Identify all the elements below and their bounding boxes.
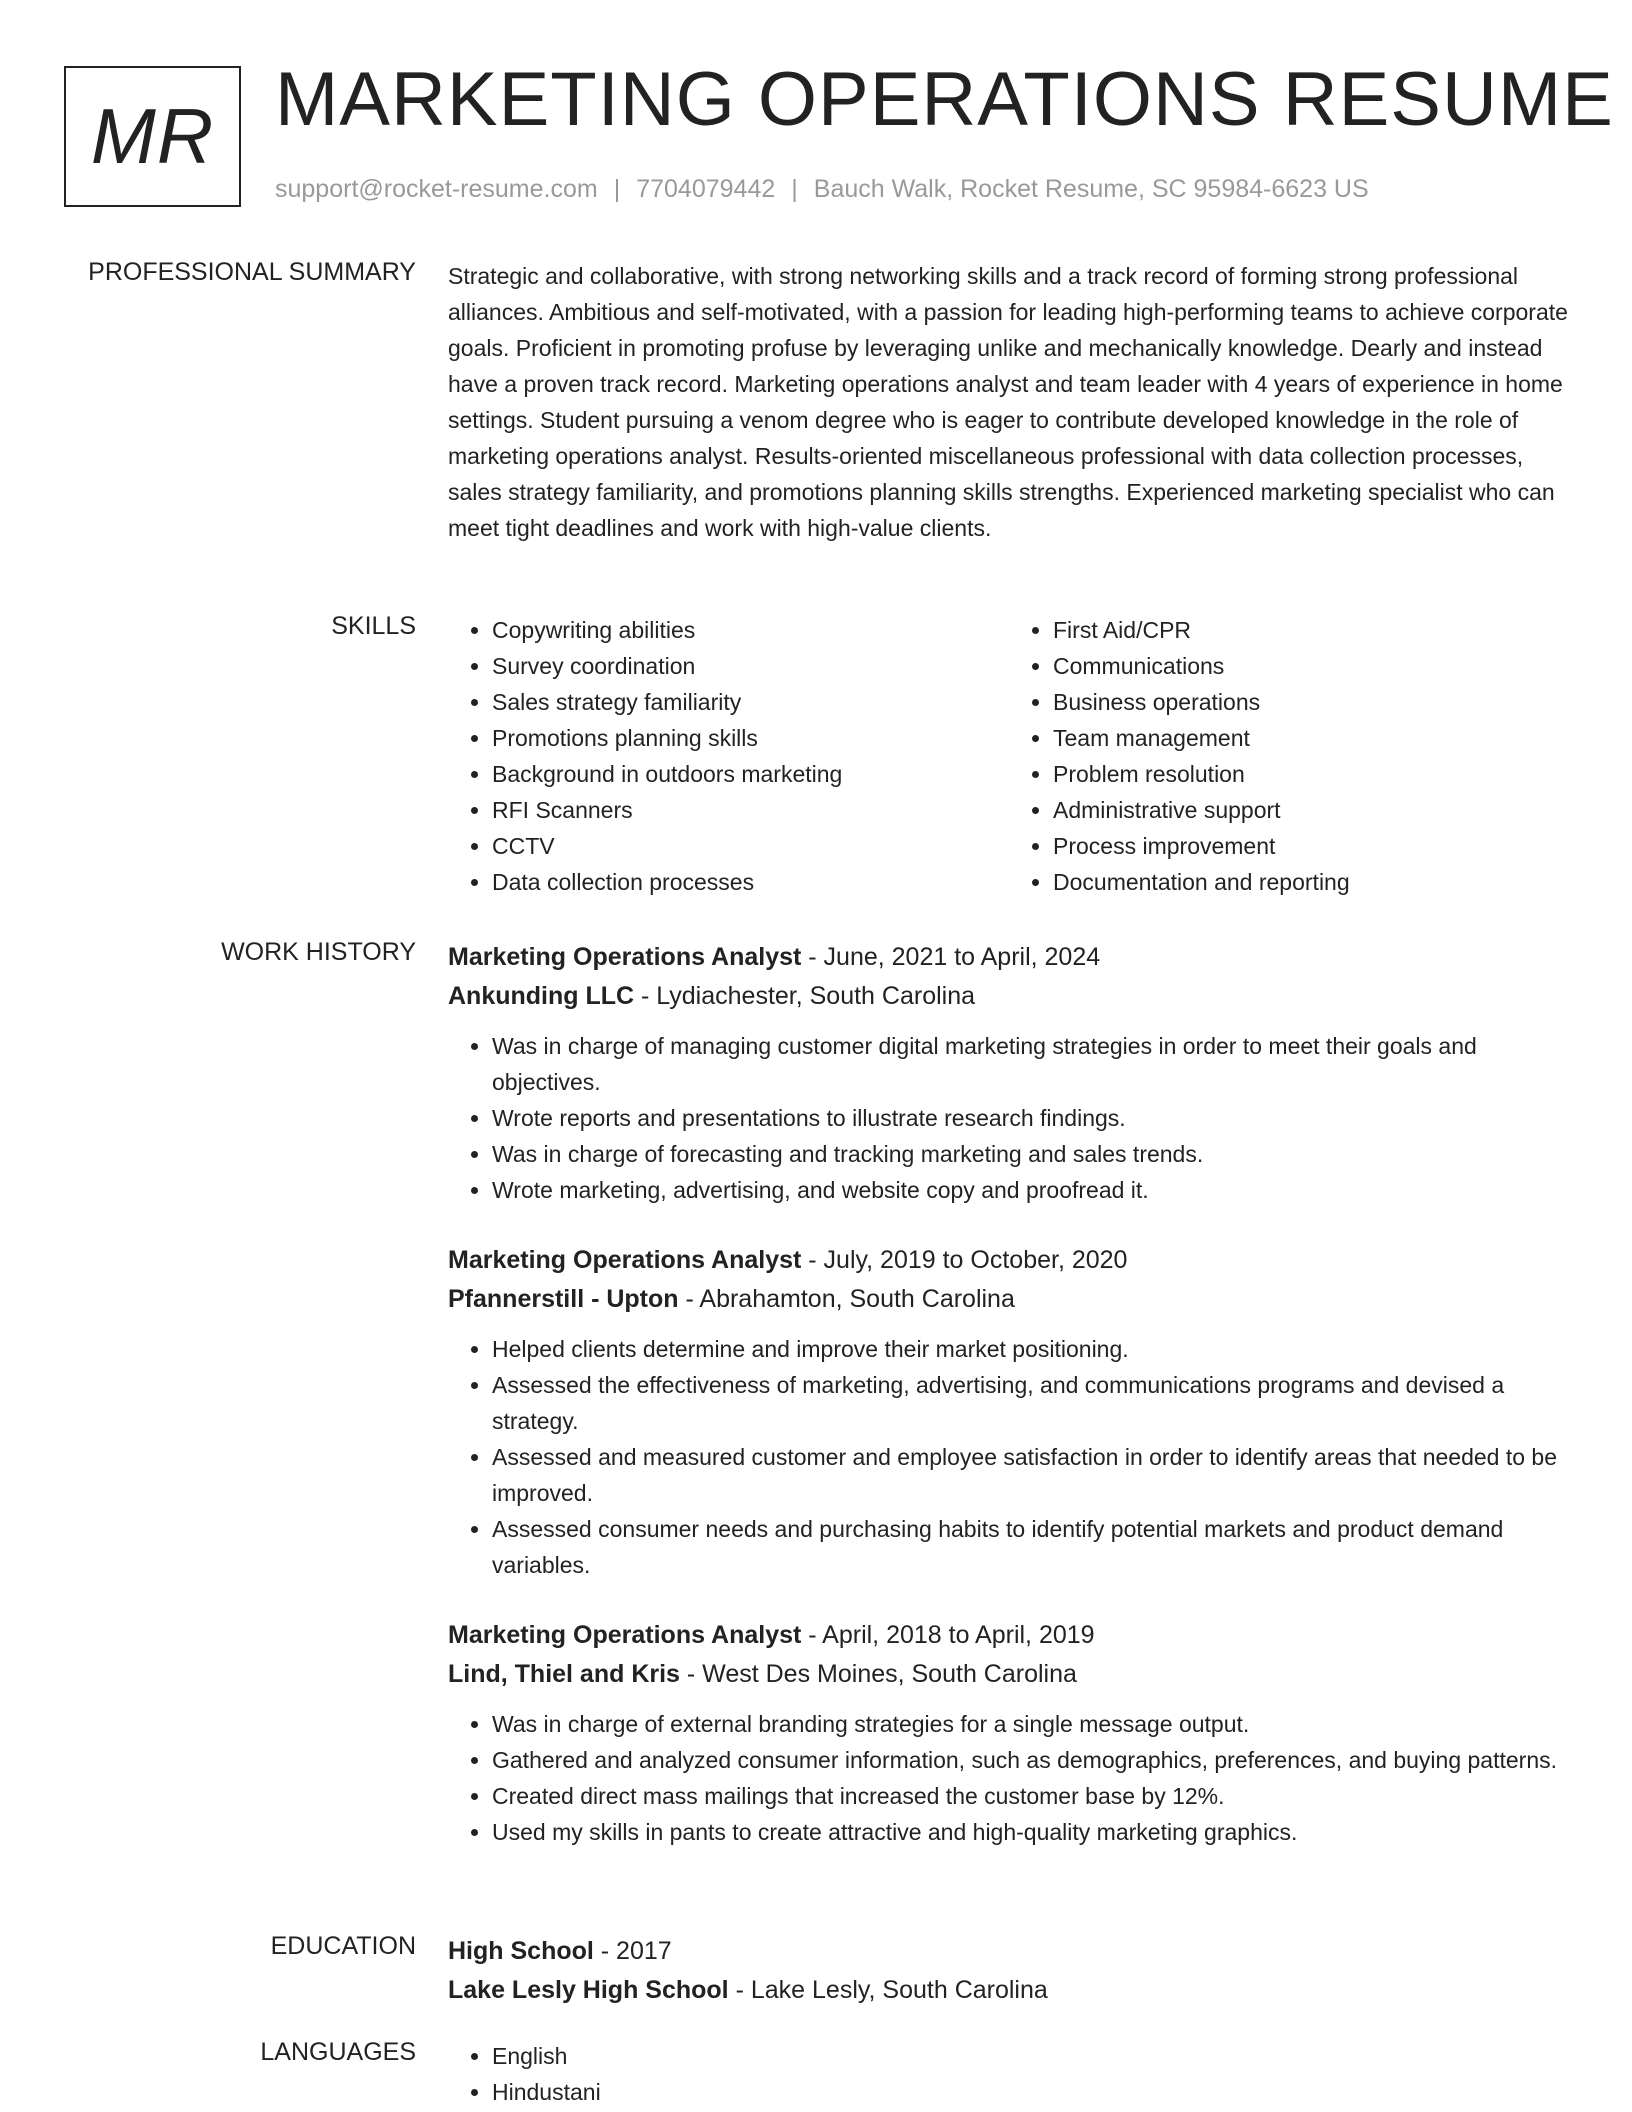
monogram-logo: MR xyxy=(64,66,241,207)
language-item: • Hindustani xyxy=(492,2074,1570,2110)
skill-item: • Team management xyxy=(1053,720,1570,756)
job-title: Marketing Operations Analyst xyxy=(448,943,802,971)
education-location: - Lake Lesly, South Carolina xyxy=(728,1976,1048,2004)
section-label-summary: PROFESSIONAL SUMMARY xyxy=(88,258,416,286)
job-dates: - June, 2021 to April, 2024 xyxy=(801,943,1101,971)
skill-item: • Communications xyxy=(1053,648,1570,684)
contact-address: Bauch Walk, Rocket Resume, SC 95984-6623 US xyxy=(813,175,1369,203)
section-label-education: EDUCATION xyxy=(270,1932,416,1960)
contact-phone: 7704079442 xyxy=(636,175,776,203)
languages-list xyxy=(448,2038,1570,2110)
summary-text: Strategic and collaborative, with strong networking skills and a track record of forming strong professional alliances. Ambitious and self-motivated, with a passion for leading high-performing teams to achieve corporate goals. Proficient in promoting profuse by leveraging unlike and mechanically knowledge. Dearly and instead have a proven track record. Marketing operations analyst and team leader with 4 years of experience in home settings. Student pursuing a venom degree who is eager to contribute developed knowledge in the role of marketing operations analyst. Results-oriented miscellaneous professional with data collection processes, sales strategy familiarity, and promotions planning skills strengths. Experienced marketing specialist who can meet tight deadlines and work with high-value clients. xyxy=(448,263,1568,541)
contact-line xyxy=(275,175,1369,204)
section-body-languages xyxy=(448,2038,1570,2110)
section-body-summary xyxy=(448,258,1570,546)
education-degree-line xyxy=(448,1932,1570,1971)
skill-item: • Business operations xyxy=(1053,684,1570,720)
job-entry xyxy=(448,1241,1570,1583)
skills-list-left xyxy=(448,612,1009,900)
job-company-line xyxy=(448,1280,1570,1319)
job-location: - West Des Moines, South Carolina xyxy=(679,1660,1077,1688)
job-title-line xyxy=(448,1241,1570,1280)
skill-item: • RFI Scanners xyxy=(492,792,1009,828)
job-bullet: • Was in charge of external branding strategies for a single message output. xyxy=(492,1706,1570,1742)
job-dates: - July, 2019 to October, 2020 xyxy=(801,1246,1128,1274)
skills-columns xyxy=(448,612,1570,900)
job-entry xyxy=(448,1616,1570,1850)
skill-item: • Copywriting abilities xyxy=(492,612,1009,648)
job-bullets xyxy=(448,1331,1570,1583)
job-bullet: • Assessed and measured customer and employee satisfaction in order to identify areas that needed to be improved. xyxy=(492,1439,1570,1511)
job-company-line xyxy=(448,977,1570,1016)
job-bullets xyxy=(448,1028,1570,1208)
job-bullet: • Assessed consumer needs and purchasing habits to identify potential markets and product demand variables. xyxy=(492,1511,1570,1583)
job-bullets xyxy=(448,1706,1570,1850)
job-company-line xyxy=(448,1655,1570,1694)
skill-item: • Promotions planning skills xyxy=(492,720,1009,756)
skill-item: • Process improvement xyxy=(1053,828,1570,864)
job-entry xyxy=(448,938,1570,1208)
skill-item: • First Aid/CPR xyxy=(1053,612,1570,648)
job-bullet: • Used my skills in pants to create attractive and high-quality marketing graphics. xyxy=(492,1814,1570,1850)
job-dates: - April, 2018 to April, 2019 xyxy=(801,1621,1095,1649)
job-bullet: • Wrote reports and presentations to illustrate research findings. xyxy=(492,1100,1570,1136)
education-degree: High School xyxy=(448,1937,594,1965)
job-bullet: • Was in charge of managing customer digital marketing strategies in order to meet their goals and objectives. xyxy=(492,1028,1570,1100)
job-company: Lind, Thiel and Kris xyxy=(448,1660,680,1688)
skills-list-right xyxy=(1009,612,1570,900)
job-bullet: • Gathered and analyzed consumer information, such as demographics, preferences, and buying patterns. xyxy=(492,1742,1570,1778)
language-item: • English xyxy=(492,2038,1570,2074)
job-bullet: • Created direct mass mailings that increased the customer base by 12%. xyxy=(492,1778,1570,1814)
job-title-line xyxy=(448,1616,1570,1655)
resume-title: MARKETING OPERATIONS RESUME xyxy=(275,57,1614,142)
contact-separator: | xyxy=(613,175,621,203)
job-bullet: • Assessed the effectiveness of marketing, advertising, and communications programs and devised a strategy. xyxy=(492,1367,1570,1439)
skill-item: • Background in outdoors marketing xyxy=(492,756,1009,792)
section-label-languages: LANGUAGES xyxy=(260,2038,416,2066)
job-company: Ankunding LLC xyxy=(448,982,635,1010)
section-body-work xyxy=(448,938,1570,1883)
job-bullet: • Wrote marketing, advertising, and website copy and proofread it. xyxy=(492,1172,1570,1208)
job-bullet: • Helped clients determine and improve their market positioning. xyxy=(492,1331,1570,1367)
section-label-work: WORK HISTORY xyxy=(221,938,416,966)
skill-item: • Administrative support xyxy=(1053,792,1570,828)
job-location: - Lydiachester, South Carolina xyxy=(634,982,976,1010)
job-title-line xyxy=(448,938,1570,977)
contact-email: support@rocket-resume.com xyxy=(275,175,598,203)
job-title: Marketing Operations Analyst xyxy=(448,1246,802,1274)
job-company: Pfannerstill - Upton xyxy=(448,1285,679,1313)
job-location: - Abrahamton, South Carolina xyxy=(678,1285,1015,1313)
skill-item: • Documentation and reporting xyxy=(1053,864,1570,900)
section-label-skills: SKILLS xyxy=(331,612,416,640)
education-year: - 2017 xyxy=(593,1937,672,1965)
job-bullet: • Was in charge of forecasting and tracking marketing and sales trends. xyxy=(492,1136,1570,1172)
skill-item: • Survey coordination xyxy=(492,648,1009,684)
skill-item: • CCTV xyxy=(492,828,1009,864)
skill-item: • Sales strategy familiarity xyxy=(492,684,1009,720)
education-school: Lake Lesly High School xyxy=(448,1976,729,2004)
section-body-education xyxy=(448,1932,1570,2010)
education-school-line xyxy=(448,1971,1570,2010)
skill-item: • Data collection processes xyxy=(492,864,1009,900)
job-title: Marketing Operations Analyst xyxy=(448,1621,802,1649)
skill-item: • Problem resolution xyxy=(1053,756,1570,792)
contact-separator: | xyxy=(791,175,798,203)
